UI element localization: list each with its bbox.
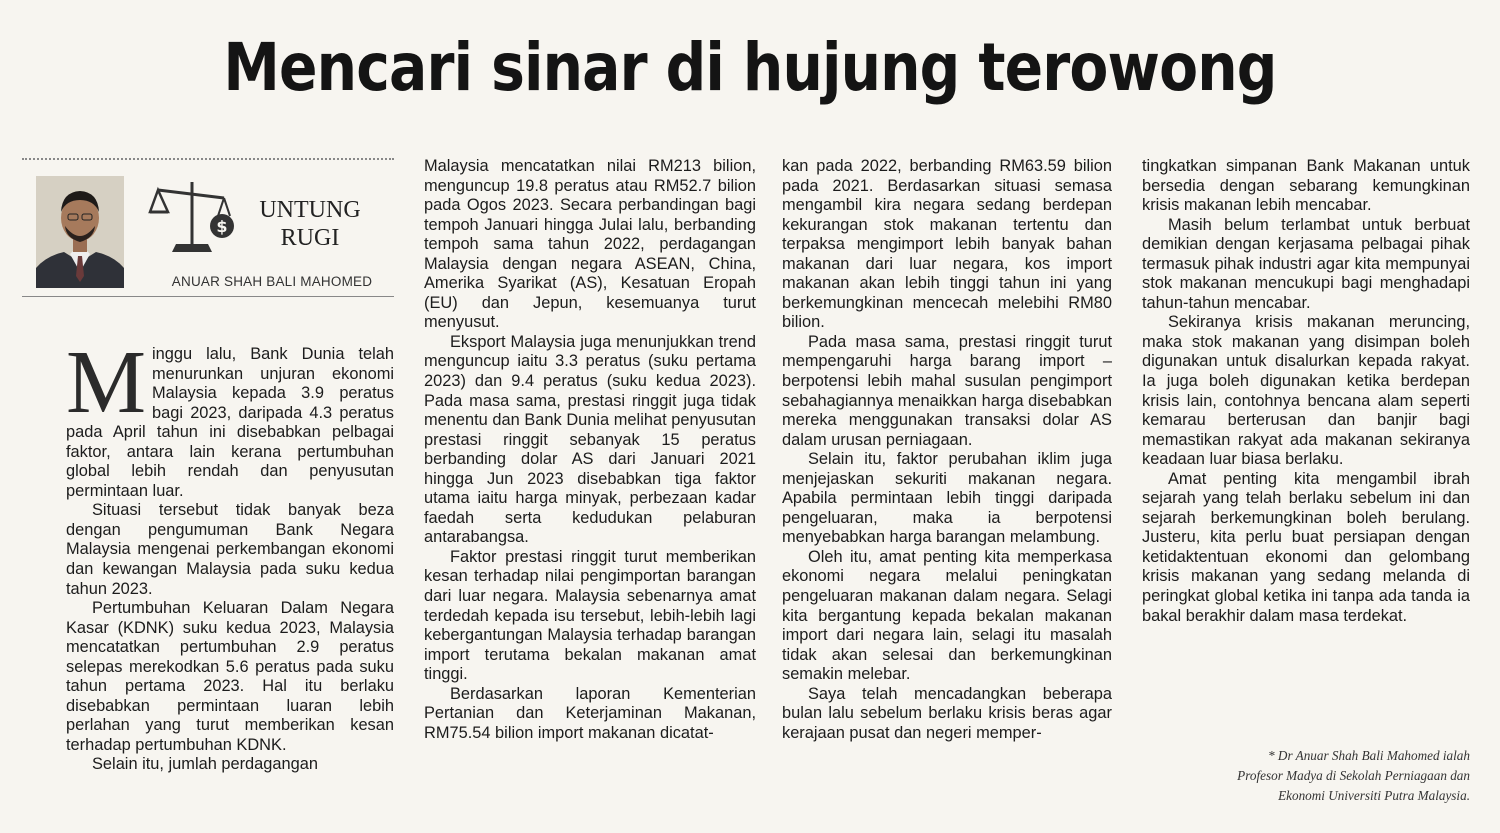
- article-paragraph: Selain itu, faktor perubahan iklim juga menjejaskan sekuriti makanan negara. Apabila permintaan lebih tinggi daripada pengeluaran, maka ia berpotensi menyebabkan harga barangan melambung.: [782, 450, 1112, 547]
- article-paragraph: Eksport Malaysia juga menunjukkan trend menguncup iaitu 3.3 peratus (suku pertama 2023) dan 9.4 peratus (suku kedua 2023). Pada masa sama, prestasi ringgit juga tidak menentu dan Bank Dunia melihat penyusutan prestasi ringgit sebanyak 15 peratus berbanding dolar AS dari Januari 2021 hingga Jun 2023 disebabkan tiga faktor utama iaitu harga minyak, perbezaan kadar faedah serta kedudukan pelaburan antarabangsa.: [424, 332, 756, 547]
- headline: Mencari sinar di hujung terowong: [223, 29, 1277, 106]
- article-paragraph: Sekiranya krisis makanan meruncing, maka stok makanan yang disimpan boleh digunakan untuk disalurkan kepada rakyat. Ia juga boleh digunakan ketika berdepan krisis lain, contohnya bencana alam seperti kemarau berterusan dan banjir bagi memastikan rakyat ada makanan sekiranya keadaan luar biasa berlaku.: [1142, 313, 1470, 469]
- byline-box: [22, 158, 394, 298]
- author-name: ANUAR SHAH BALI MAHOMED: [171, 274, 373, 289]
- author-bio: [1150, 746, 1470, 806]
- author-bio-line: Profesor Madya di Sekolah Perniagaan dan: [1237, 768, 1470, 783]
- author-photo: [36, 176, 124, 288]
- article-paragraph: [66, 333, 394, 501]
- author-bio-line: * Dr Anuar Shah Bali Mahomed ialah: [1268, 748, 1470, 763]
- article-paragraph: Oleh itu, amat penting kita memperkasa ekonomi negara melalui peningkatan pengeluaran makanan dalam negara. Selagi kita bergantung kepada bekalan makanan import dari negara lain, selagi itu masalah tidak akan selesai dan berkemungkinan semakin melebar.: [782, 547, 1112, 684]
- article-paragraph: Pada masa sama, prestasi ringgit turut mempengaruhi harga barang import – berpotensi lebih mahal susulan pengimport sebahagiannya menaikkan harga disebabkan mereka menggunakan transaksi dolar AS dalam urusan perniagaan.: [782, 332, 1112, 449]
- article-column-4: [1142, 157, 1470, 626]
- article-paragraph: Amat penting kita mengambil ibrah sejarah yang telah berlaku sebelum ini dan sejarah berkemungkinan boleh berulang. Justeru, kita perlu buat persiapan dengan ketidaktentuan ekonomi dan gelombang krisis makanan yang sedang melanda di peringkat global ketika ini tanpa ada tanda ia bakal berakhir dalam masa terdekat.: [1142, 469, 1470, 625]
- scale-dollar-icon: [148, 176, 234, 256]
- author-bio-line: Ekonomi Universiti Putra Malaysia.: [1278, 788, 1470, 803]
- article-paragraph-continued: kan pada 2022, berbanding RM63.59 bilion pada 2021. Berdasarkan situasi semasa mengambil kira negara sedang berdepan kekurangan stok makanan tertentu dan terpaksa mengimport lebih banyak bahan makanan dari luar negara, kos import makanan akan lebih tinggi tahun ini yang berkemungkinan mencecah melebihi RM80 bilion.: [782, 157, 1112, 332]
- svg-text:$: $: [216, 217, 228, 236]
- article-column-3: [782, 157, 1112, 743]
- article-column-1: [66, 333, 394, 775]
- article-paragraph: Faktor prestasi ringgit turut memberikan kesan terhadap nilai pengimportan barangan dari luar negara. Malaysia sebenarnya amat terdedah kepada isu tersebut, lebih-lebih lagi kebergantungan Malaysia terhadap barangan import terutama bekalan makanan amat tinggi.: [424, 547, 756, 684]
- article-paragraph: Selain itu, jumlah perdagangan: [92, 755, 318, 774]
- article-paragraph: Situasi tersebut tidak banyak beza dengan pengumuman Bank Negara Malaysia mengenai perkembangan ekonomi dan kewangan Malaysia pada suku kedua tahun 2023.: [66, 501, 394, 598]
- article-paragraph-continued: tingkatkan simpanan Bank Makanan untuk bersedia dengan sebarang kemungkinan krisis makanan lebih mencabar.: [1142, 157, 1470, 215]
- drop-cap: M: [66, 333, 147, 432]
- column-name-line2: RUGI: [280, 225, 340, 251]
- article-paragraph: Saya telah mencadangkan beberapa bulan lalu sebelum berlaku krisis beras agar kerajaan pusat dan negeri memper-: [782, 684, 1112, 742]
- author-portrait-icon: [36, 176, 124, 288]
- column-name-line1: UNTUNG: [259, 197, 361, 223]
- byline-top-rule: [22, 158, 394, 160]
- article-paragraph: Masih belum terlambat untuk berbuat demikian dengan kerjasama pelbagai pihak termasuk pihak industri agar kita mempunyai stok makanan mencukupi bagi menghadapi tahun-tahun mencabar.: [1142, 215, 1470, 312]
- article-column-2: [424, 157, 756, 743]
- article-paragraph: Pertumbuhan Keluaran Dalam Negara Kasar (KDNK) suku kedua 2023, Malaysia mencatatkan pertumbuhan 2.9 peratus selepas merekodkan 5.6 peratus pada suku tahun pertama 2023. Hal itu berlaku disebabkan permintaan luaran lebih perlahan yang turut memberikan kesan terhadap pertumbuhan KDNK.: [66, 599, 394, 754]
- article-paragraph-continued: Malaysia mencatatkan nilai RM213 bilion, menguncup 19.8 peratus atau RM52.7 bilion pada Ogos 2023. Secara perbandingan bagi tempoh Januari hingga Julai lalu, berbanding tempoh sama tahun 2022, perdagangan Malaysia dengan negara ASEAN, China, Amerika Syarikat (AS), Kesatuan Eropah (EU) dan Jepun, kesemuanya turut menyusut.: [424, 157, 756, 332]
- article-paragraph: Berdasarkan laporan Kementerian Pertanian dan Keterjaminan Makanan, RM75.54 bilion import makanan dicatat-: [424, 684, 756, 742]
- paragraph-text: inggu lalu, Bank Dunia telah menurunkan unjuran ekonomi Malaysia kepada 3.9 peratus bagi 2023, daripada 4.3 peratus pada April tahun ini disebabkan pelbagai faktor, antara lain kerana pertumbuhan global lebih rendah dan penyusutan permintaan luar.: [66, 345, 394, 500]
- column-name: [240, 196, 380, 252]
- byline-bottom-rule: [22, 296, 394, 297]
